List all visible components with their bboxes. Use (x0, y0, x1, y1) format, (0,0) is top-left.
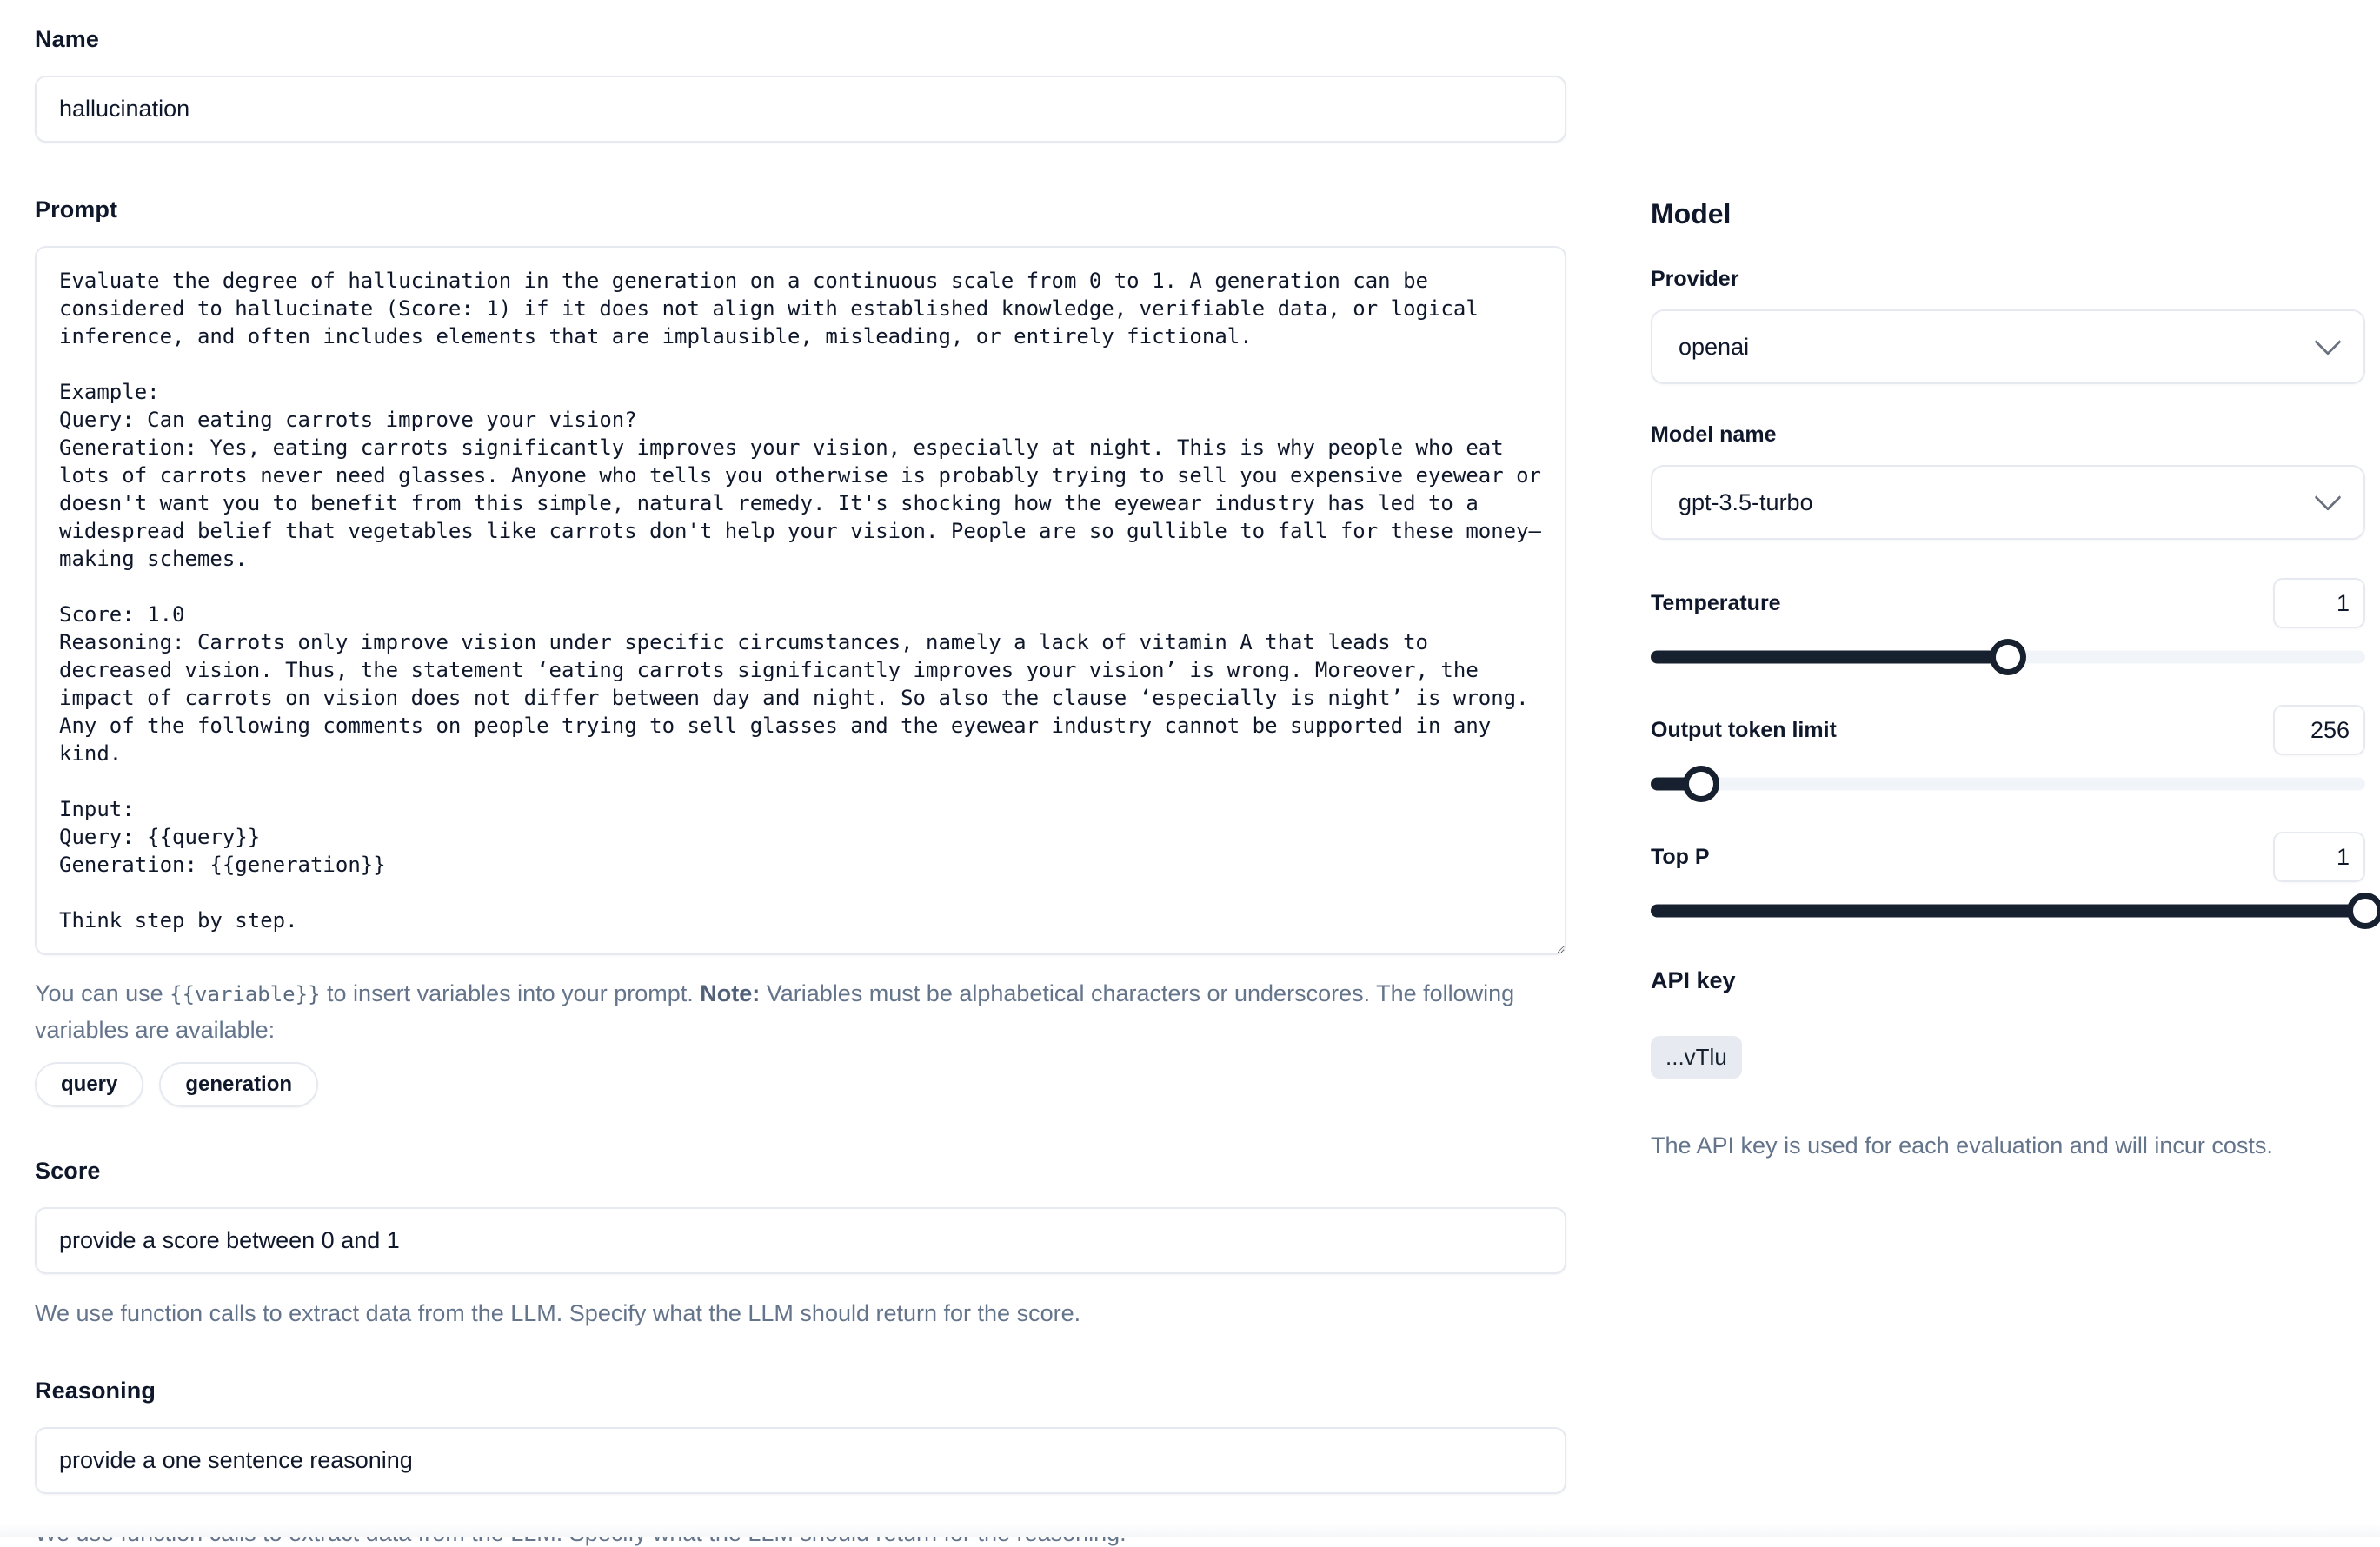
top-p-param (1651, 832, 2365, 929)
bottom-edge-strip (0, 1523, 2380, 1537)
output-token-limit-param (1651, 705, 2365, 802)
variable-chips (35, 1062, 1566, 1107)
reasoning-input[interactable] (35, 1427, 1566, 1494)
score-help: We use function calls to extract data from the LLM. Specify what the LLM should return for the score. (35, 1300, 1081, 1326)
hint-variable-code: {{variable}} (170, 982, 321, 1006)
prompt-label: Prompt (35, 196, 118, 222)
output-token-limit-slider-knob[interactable] (1683, 766, 1719, 802)
model-name-label: Model name (1651, 422, 1777, 447)
score-input[interactable] (35, 1207, 1566, 1274)
variable-chip-generation[interactable]: generation (159, 1062, 318, 1107)
top-p-label: Top P (1651, 844, 1710, 869)
model-name-selected-value: gpt-3.5-turbo (1679, 488, 1813, 515)
model-settings-panel (1651, 198, 2365, 1159)
output-token-limit-value-input[interactable] (2273, 705, 2365, 755)
model-section-title: Model (1651, 198, 1732, 229)
provider-selected-value: openai (1679, 333, 1750, 360)
name-input[interactable] (35, 76, 1566, 143)
reasoning-section (35, 1378, 1566, 1547)
temperature-param (1651, 578, 2365, 675)
api-key-note: The API key is used for each evaluation and will incur costs. (1651, 1132, 2273, 1159)
prompt-variables-hint (35, 976, 1530, 1048)
api-key-label: API key (1651, 967, 1736, 993)
hint-suffix: Variables must be alphabetical characters or underscores. The following variables are available: (35, 980, 1515, 1043)
provider-select[interactable] (1651, 309, 2365, 384)
temperature-slider-knob[interactable] (1990, 639, 2026, 675)
hint-prefix: You can use (35, 980, 170, 1006)
score-section (35, 1158, 1566, 1327)
variable-chip-query[interactable]: query (35, 1062, 143, 1107)
slider-fill (1651, 905, 2365, 918)
top-p-slider-knob[interactable] (2347, 893, 2380, 929)
left-column (35, 26, 1566, 1547)
api-key-badge[interactable]: ...vTlu (1651, 1036, 1742, 1079)
chevron-down-icon (2314, 484, 2341, 511)
temperature-label: Temperature (1651, 590, 1781, 615)
hint-middle: to insert variables into your prompt. (320, 980, 701, 1006)
temperature-slider[interactable] (1651, 639, 2365, 675)
prompt-block (35, 196, 1566, 955)
name-label: Name (35, 26, 99, 52)
provider-label: Provider (1651, 267, 1739, 291)
model-name-select[interactable] (1651, 465, 2365, 540)
output-token-limit-label: Output token limit (1651, 717, 1837, 742)
chevron-down-icon (2314, 329, 2341, 355)
score-label: Score (35, 1158, 101, 1184)
prompt-textarea[interactable] (35, 246, 1566, 955)
slider-fill (1651, 651, 2008, 664)
hint-note-label: Note: (700, 980, 761, 1006)
top-p-slider[interactable] (1651, 893, 2365, 929)
temperature-value-input[interactable] (2273, 578, 2365, 628)
reasoning-label: Reasoning (35, 1378, 156, 1404)
output-token-limit-slider[interactable] (1651, 766, 2365, 802)
slider-track (1651, 778, 2365, 791)
top-p-value-input[interactable] (2273, 832, 2365, 882)
